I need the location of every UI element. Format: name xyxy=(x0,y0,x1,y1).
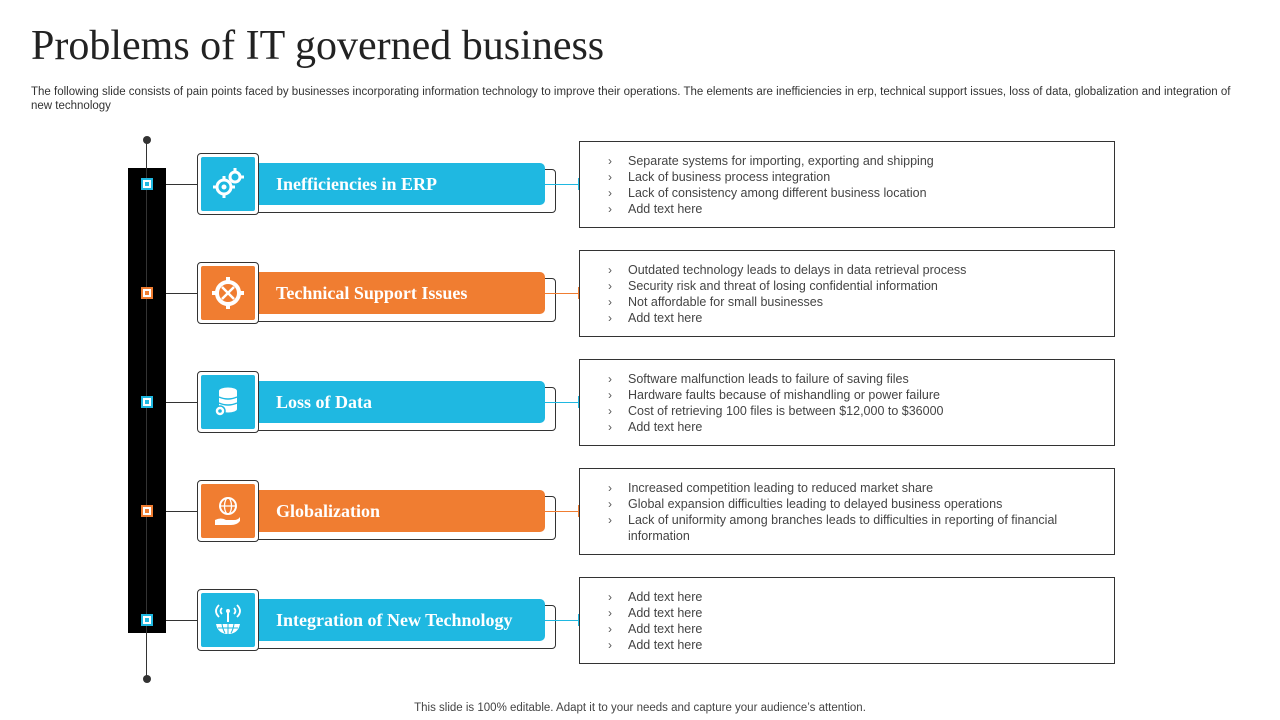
detail-list xyxy=(608,262,1094,326)
chevron-right-icon: › xyxy=(608,372,612,386)
problem-label: Globalization xyxy=(240,490,545,532)
detail-point-text: Add text here xyxy=(628,420,703,434)
chevron-right-icon: › xyxy=(608,388,612,402)
detail-point-text: Increased competition leading to reduced market share xyxy=(628,481,934,495)
detail-point-text: Add text here xyxy=(628,202,703,216)
detail-point xyxy=(608,201,1094,217)
chevron-right-icon: › xyxy=(608,497,612,511)
timeline-marker xyxy=(141,505,153,517)
chevron-right-icon: › xyxy=(608,202,612,216)
timeline-connector xyxy=(166,511,198,512)
chevron-right-icon: › xyxy=(608,404,612,418)
icon-frame xyxy=(197,480,259,542)
detail-connector xyxy=(545,184,579,185)
detail-point xyxy=(608,637,1094,653)
detail-point-text: Hardware faults because of mishandling or power failure xyxy=(628,388,940,402)
detail-connector xyxy=(545,293,579,294)
detail-point xyxy=(608,310,1094,326)
detail-list xyxy=(608,153,1094,217)
chevron-right-icon: › xyxy=(608,590,612,604)
chevron-right-icon: › xyxy=(608,186,612,200)
problem-label: Technical Support Issues xyxy=(240,272,545,314)
detail-point-text: Outdated technology leads to delays in data retrieval process xyxy=(628,263,967,277)
timeline-marker xyxy=(141,396,153,408)
timeline-start-dot xyxy=(143,136,151,144)
chevron-right-icon: › xyxy=(608,420,612,434)
detail-point-text: Global expansion difficulties leading to delayed business operations xyxy=(628,497,1003,511)
chevron-right-icon: › xyxy=(608,170,612,184)
detail-connector xyxy=(545,511,579,512)
icon-frame xyxy=(197,371,259,433)
detail-point-text: Separate systems for importing, exporting and shipping xyxy=(628,154,934,168)
gears-icon xyxy=(201,157,255,211)
chevron-right-icon: › xyxy=(608,481,612,495)
detail-point xyxy=(608,512,1094,544)
detail-point-text: Add text here xyxy=(628,590,703,604)
detail-box xyxy=(579,141,1115,228)
detail-point xyxy=(608,605,1094,621)
detail-point xyxy=(608,153,1094,169)
detail-point-text: Cost of retrieving 100 files is between $12,000 to $36000 xyxy=(628,404,944,418)
footer-note: This slide is 100% editable. Adapt it to your needs and capture your audience’s attention. xyxy=(414,702,866,714)
timeline-connector xyxy=(166,402,198,403)
icon-frame xyxy=(197,589,259,651)
detail-list xyxy=(608,371,1094,435)
detail-point xyxy=(608,262,1094,278)
detail-point-text: Not affordable for small businesses xyxy=(628,295,824,309)
timeline-marker xyxy=(141,287,153,299)
detail-point xyxy=(608,371,1094,387)
network-globe-icon xyxy=(201,593,255,647)
detail-connector xyxy=(545,620,579,621)
detail-point xyxy=(608,387,1094,403)
detail-point-text: Add text here xyxy=(628,311,703,325)
chevron-right-icon: › xyxy=(608,279,612,293)
timeline-connector xyxy=(166,293,198,294)
timeline-connector xyxy=(166,620,198,621)
chevron-right-icon: › xyxy=(608,311,612,325)
detail-point xyxy=(608,589,1094,605)
detail-point xyxy=(608,294,1094,310)
problem-label: Integration of New Technology xyxy=(240,599,545,641)
icon-frame xyxy=(197,153,259,215)
page-subtitle: The following slide consists of pain points faced by businesses incorporating information technology to improve their operations. The elements are inefficiencies in erp, technical support issues, loss of data, globalization and integration of new technology xyxy=(31,86,1231,112)
detail-point xyxy=(608,621,1094,637)
detail-list xyxy=(608,480,1094,544)
chevron-right-icon: › xyxy=(608,154,612,168)
chevron-right-icon: › xyxy=(608,622,612,636)
chevron-right-icon: › xyxy=(608,638,612,652)
detail-point xyxy=(608,185,1094,201)
timeline-connector xyxy=(166,184,198,185)
detail-point-text: Lack of consistency among different business location xyxy=(628,186,927,200)
detail-point-text: Software malfunction leads to failure of saving files xyxy=(628,372,909,386)
tools-gear-icon xyxy=(201,266,255,320)
detail-box xyxy=(579,359,1115,446)
detail-point xyxy=(608,419,1094,435)
detail-point xyxy=(608,169,1094,185)
detail-point-text: Add text here xyxy=(628,622,703,636)
detail-point xyxy=(608,278,1094,294)
timeline-marker xyxy=(141,614,153,626)
page-title: Problems of IT governed business xyxy=(31,23,605,69)
chevron-right-icon: › xyxy=(608,295,612,309)
chevron-right-icon: › xyxy=(608,513,612,527)
detail-connector xyxy=(545,402,579,403)
problem-label: Inefficiencies in ERP xyxy=(240,163,545,205)
timeline-end-dot xyxy=(143,675,151,683)
icon-frame xyxy=(197,262,259,324)
detail-box xyxy=(579,577,1115,664)
detail-point-text: Add text here xyxy=(628,606,703,620)
detail-point xyxy=(608,496,1094,512)
detail-point xyxy=(608,403,1094,419)
detail-box xyxy=(579,250,1115,337)
chevron-right-icon: › xyxy=(608,263,612,277)
detail-point-text: Lack of business process integration xyxy=(628,170,831,184)
timeline-line xyxy=(146,139,147,679)
detail-point-text: Security risk and threat of losing confidential information xyxy=(628,279,938,293)
chevron-right-icon: › xyxy=(608,606,612,620)
detail-point-text: Lack of uniformity among branches leads to difficulties in reporting of financial information xyxy=(628,513,1058,543)
detail-point-text: Add text here xyxy=(628,638,703,652)
detail-box xyxy=(579,468,1115,555)
globe-hand-icon xyxy=(201,484,255,538)
problem-label: Loss of Data xyxy=(240,381,545,423)
detail-list xyxy=(608,589,1094,653)
timeline-marker xyxy=(141,178,153,190)
database-gear-icon xyxy=(201,375,255,429)
detail-point xyxy=(608,480,1094,496)
